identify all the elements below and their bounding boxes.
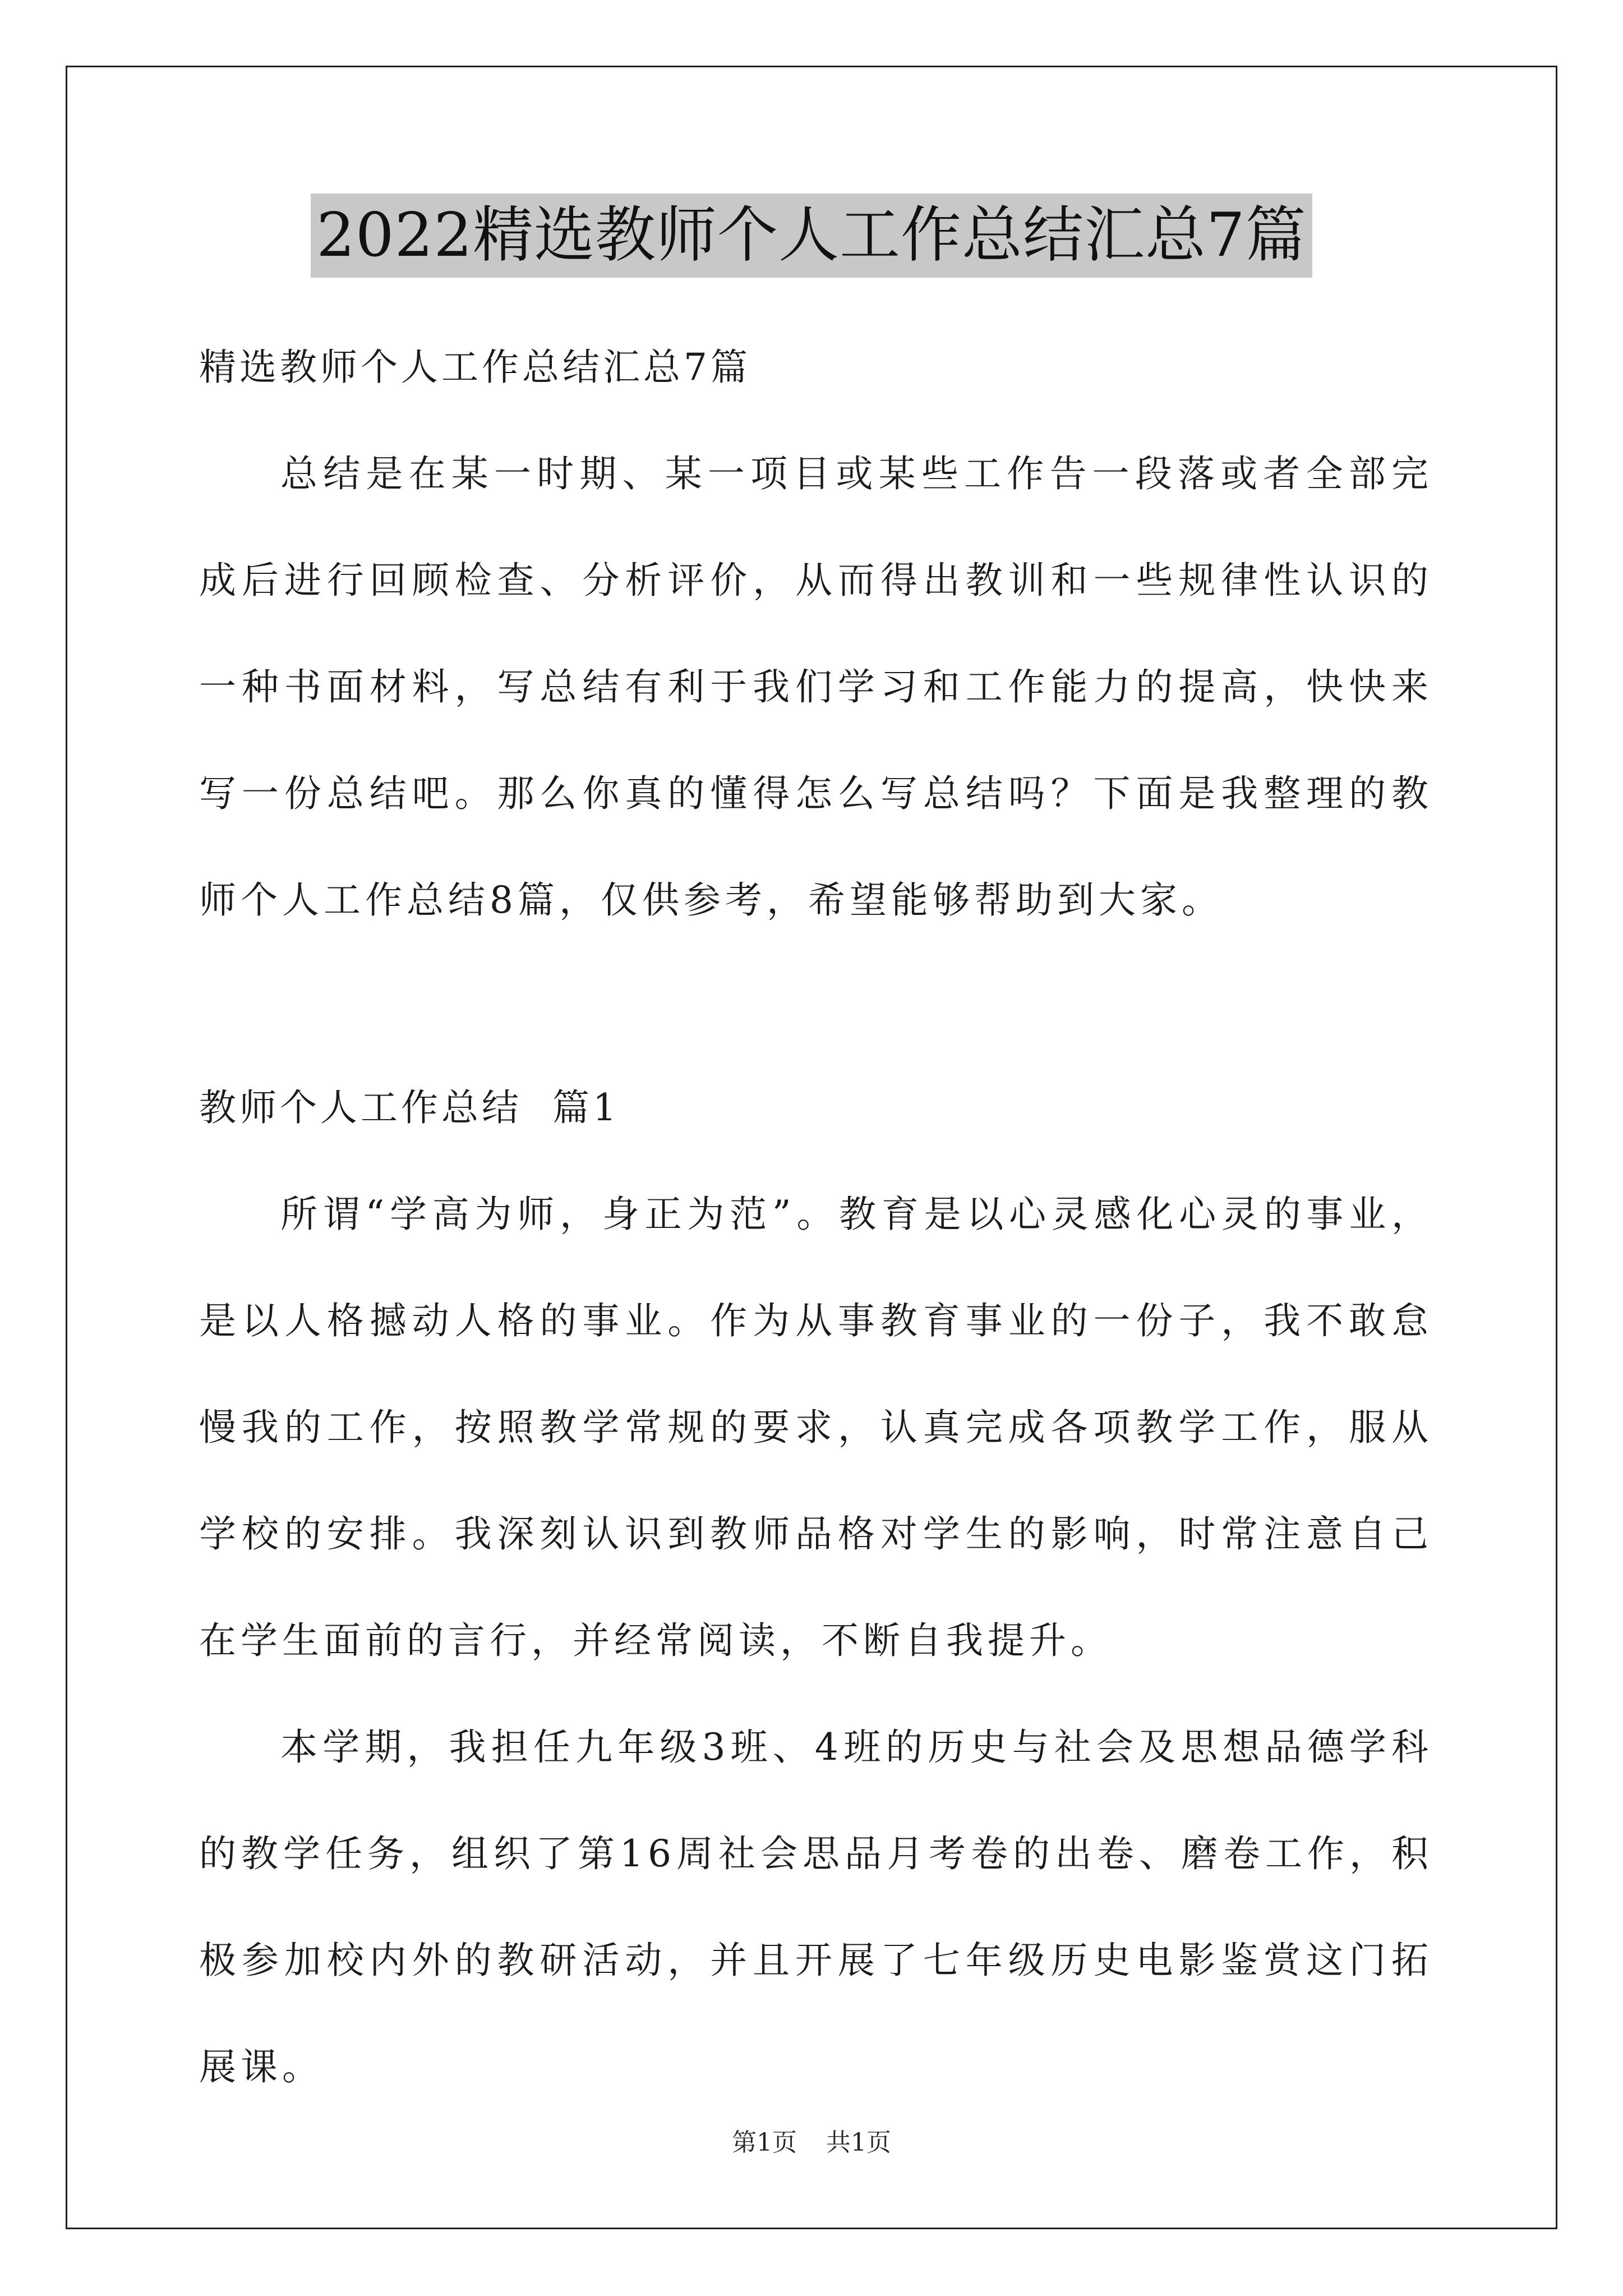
page-number-total: 共1页 bbox=[826, 2128, 891, 2157]
document-body bbox=[199, 314, 1433, 2120]
section-paragraph: 本学期，我担任九年级3班、4班的历史与社会及思想品德学科的教学任务，组织了第16周社会思品月考卷的出卷、磨卷工作，积极参加校内外的教研活动，并且开展了七年级历史电影鉴赏这门拓展课。 bbox=[199, 1726, 1433, 2088]
document-title: 2022精选教师个人工作总结汇总7篇 bbox=[311, 194, 1312, 278]
section-paragraph: 所谓“学高为师，身正为范”。教育是以心灵感化心灵的事业，是以人格撼动人格的事业。作为从事教育事业的一份子，我不敢怠慢我的工作，按照教学常规的要求，认真完成各项教学工作，服从学校的安排。我深刻认识到教师品格对学生的影响，时常注意自己在学生面前的言行，并经常阅读，不断自我提升。 bbox=[199, 1193, 1433, 1662]
page-number-current: 第1页 bbox=[732, 2128, 797, 2157]
section-heading: 教师个人工作总结 篇1 bbox=[199, 1086, 620, 1129]
title-block bbox=[0, 194, 1623, 278]
page-footer bbox=[0, 2126, 1623, 2160]
document-subtitle: 精选教师个人工作总结汇总7篇 bbox=[199, 346, 751, 389]
intro-paragraph: 总结是在某一时期、某一项目或某些工作告一段落或者全部完成后进行回顾检查、分析评价，从而得出教训和一些规律性认识的一种书面材料，写总结有利于我们学习和工作能力的提高，快快来写一份总结吧。那么你真的懂得怎么写总结吗？下面是我整理的教师个人工作总结8篇，仅供参考，希望能够帮助到大家。 bbox=[199, 452, 1433, 922]
section-gap bbox=[199, 954, 1433, 1055]
